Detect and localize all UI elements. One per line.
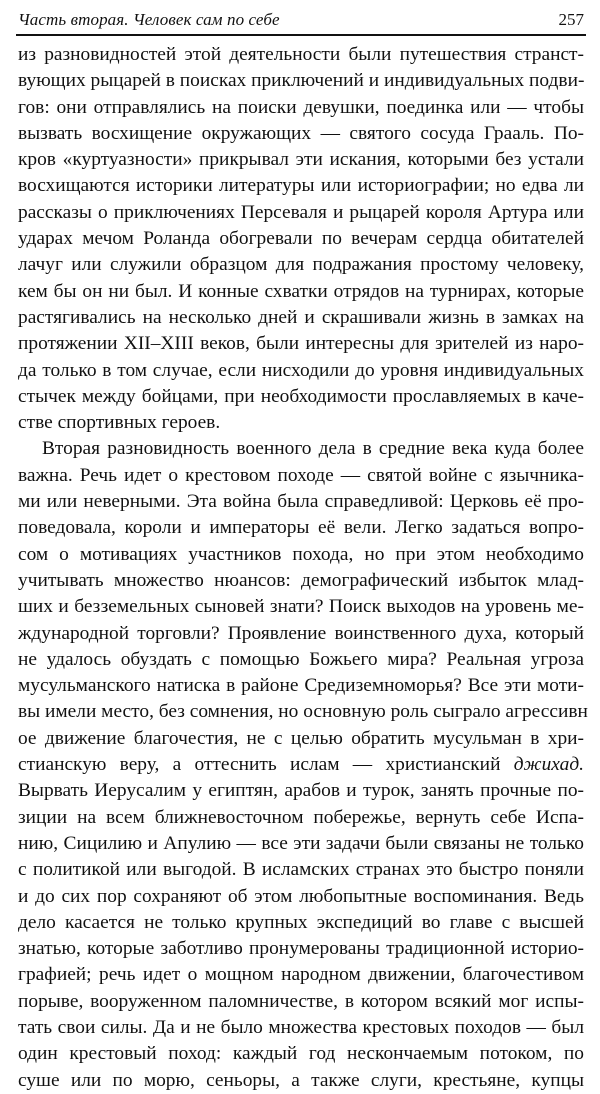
text-line: тать свои силы. Да и не было множества крестовых походов — был	[18, 1016, 584, 1038]
text-line: суше или по морю, сеньоры, а также слуги, крестьяне, купцы	[18, 1069, 584, 1091]
text-line: один крестовый поход: каждый год нескончаемым потоком, по	[18, 1043, 584, 1065]
body-text	[18, 42, 588, 1094]
text-line: с политикой или выгодой. В исламских странах это быстро поняли	[18, 859, 584, 881]
text-line: из разновидностей этой деятельности были путешествия странст-	[18, 44, 584, 65]
text-line: учитывать множество нюансов: демографический избыток млад-	[18, 569, 584, 591]
running-title: Часть вторая. Человек сам по себе	[18, 10, 280, 29]
text-line: ми или неверными. Эта война была справедливой: Церковь её про-	[18, 491, 584, 513]
text-line: восхищаются историки литературы или историографии; но едва ли	[18, 175, 584, 197]
text-line: кров «куртуазности» прикрывал эти искания, которыми без устали	[18, 149, 584, 171]
text-line: и до сих пор сохраняют об этом любопытные воспоминания. Ведь	[18, 885, 584, 907]
text-line: порыве, вооруженном паломничестве, в котором всякий мог испы-	[18, 990, 584, 1012]
text-line: вызвать восхищение окружающих — святого сосуда Грааль. По-	[18, 122, 584, 144]
italic-word: джихад.	[513, 754, 584, 776]
text-line: гов: они отправлялись на поиски девушки, поединка или — чтобы	[18, 96, 584, 118]
text-line: стве спортивных героев.	[18, 412, 221, 434]
text-line: ое движение благочестия, не с целью обратить мусульман в хри-	[18, 727, 584, 749]
text-line: рассказы о приключениях Персеваля и рыцарей короля Артура или	[18, 201, 584, 223]
text-line: протяжении XII–XIII веков, были интересны для зрителей из наро-	[18, 333, 584, 355]
running-head	[18, 6, 584, 30]
text-line: сом о мотивациях участников похода, но при этом необходимо	[18, 543, 584, 565]
header-rule	[16, 34, 586, 36]
text-line: вы имели место, без сомнения, но основную роль сыграло агрессивн	[18, 701, 588, 723]
text-line: кем бы он ни был. И конные схватки отрядов на турнирах, которые	[18, 280, 584, 302]
text-line: лачуг или служили образцом для подражания простому человеку,	[18, 254, 584, 276]
text-line: не удалось обуздать с помощью Божьего мира? Реальная угроза	[18, 648, 584, 670]
page-number: 257	[558, 10, 584, 29]
text-line: Вторая разновидность военного дела в средние века куда более	[42, 438, 584, 460]
text-line-with-italic	[18, 752, 584, 778]
text-line: да только в том случае, если нисходили до уровня индивидуальных	[18, 359, 584, 381]
text-line: важна. Речь идет о крестовом походе — святой войне с язычника-	[18, 464, 584, 486]
text-line: ших и безземельных сыновей знати? Поиск выходов на уровень ме-	[18, 596, 584, 618]
text-line-part: стианскую веру, а оттеснить ислам — христианский	[18, 754, 501, 776]
text-line: дело касается не только крупных экспедиций во главе с высшей	[18, 911, 584, 933]
text-line: знатью, которые заботливо пронумерованы традиционной историо-	[18, 938, 584, 960]
paragraph-1	[18, 42, 584, 436]
text-line: графией; речь идет о мощном народном движении, благочестивом	[18, 964, 584, 986]
text-line: Вырвать Иерусалим у египтян, арабов и турок, занять прочные по-	[18, 780, 584, 802]
text-line: ждународной торговли? Проявление воинственного духа, который	[18, 622, 584, 644]
text-line: растягивались на несколько дней и скрашивали жизнь в замках на	[18, 306, 584, 328]
text-line: вующих рыцарей в поисках приключений и индивидуальных подви-	[18, 70, 585, 92]
text-line: поведовала, короли и императоры её вели. Легко задаться вопро-	[18, 517, 584, 539]
text-line: стычек между бойцами, при необходимости прославляемых в каче-	[18, 385, 584, 407]
paragraph-2	[18, 436, 588, 1093]
text-line: мусульманского натиска в районе Средиземноморья? Все эти моти-	[18, 675, 584, 697]
text-line: ударах мечом Роланда обогревали по вечерам сердца обитателей	[18, 228, 584, 250]
text-line: нию, Сицилию и Апулию — все эти задачи были связаны не только	[18, 832, 584, 854]
text-line: зиции на всем ближневосточном побережье, вернуть себе Испа-	[18, 806, 584, 828]
